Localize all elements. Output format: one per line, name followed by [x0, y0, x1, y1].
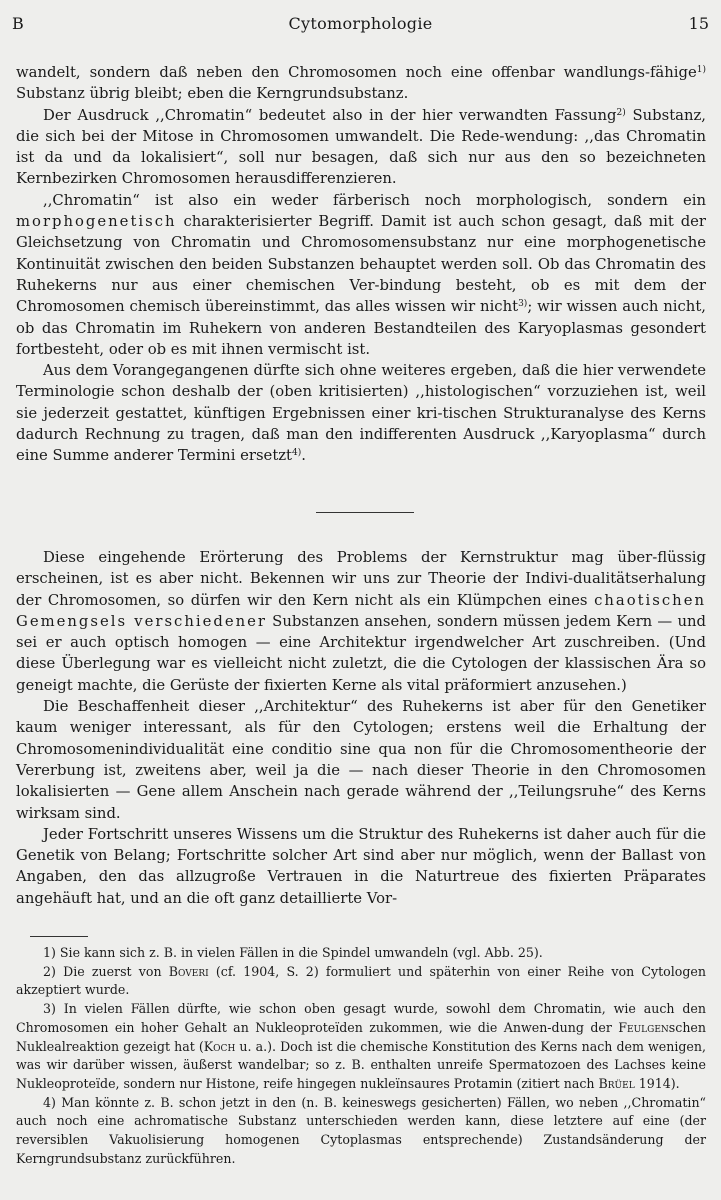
paragraph: Diese eingehende Erörterung des Problems der Kernstruktur mag über-flüssig erscheinen, ist es aber nicht. Bekennen wir uns zur Theorie der Indivi-dualitätserhalung der Chromosomen, so dürfen wir den Kern nicht als ein Klümpchen eines chaotischen Gemengsels verschiedener Substanzen ansehen, sondern müssen jedem Kern — und sei er auch optisch homogen — eine Architektur irgendwelcher Art zuschreiben. (Und diese Überlegung war es vielleicht nicht zuletzt, die die Cytologen der klassischen Ära so geneigt machte, die Gerüste der fixierten Kerne als vital präformiert anzusehen.) [16, 549, 706, 694]
paragraph: Die Beschaffenheit dieser ,,Architektur“ des Ruhekerns ist aber für den Genetiker kaum weniger interessant, als für den Cytologen; erstens weil die Erhaltung der Chromosomenindividualität eine conditio sine qua non für die Chromosomentheorie der Vererbung ist, zweitens aber, weil ja die — nach dieser Theorie in den Chromosomen lokalisierten — Gene allem Anschein nach gerade während der ,,Teilungsruhe“ des Kerns wirksam sind. [16, 698, 706, 822]
page-number: 15 [688, 14, 709, 33]
section-letter: B [12, 14, 24, 33]
footnote-ref[interactable]: 3) [518, 299, 528, 310]
paragraph: ,,Chromatin“ ist also ein weder färberisch noch morphologisch, sondern ein morphogenetisch charakterisierter Begriff. Damit ist auch schon gesagt, daß mit der Gleichsetzung von Chromatin und Chromosomensubstanz nur eine morphogenetische Kontinuität zwischen den beiden Substanzen behauptet werden soll. Ob das Chromatin des Ruhekerns nur aus einer chemischen Ver-bindung besteht, ob es mit dem der Chromosomen chemisch übereinstimmt, das alles wissen wir nicht$^{3)}$; wir wissen auch nicht, ob das Chromatin im Ruhekern von anderen Bestandteilen des Karyoplasmas gesondert fortbesteht, oder ob es mit ihnen vermischt ist. [16, 191, 706, 358]
main-text-lower [16, 547, 706, 909]
footnotes [16, 944, 706, 1168]
section-divider [316, 512, 414, 513]
paragraph: Jeder Fortschritt unseres Wissens um die Struktur des Ruhekerns ist daher auch für die Genetik von Belang; Fortschritte solcher Art sind aber nur möglich, wenn der Ballast von Angaben, den das allzugroße Vertrauen in die Naturtreue des fixierten Präparates angehäuft hat, und an die oft ganz detaillierte Vor- [16, 825, 706, 907]
author-name: Feulgen [618, 1019, 669, 1035]
emphasis-spaced: chaotischen Gemengsels verschiedener [16, 591, 706, 630]
footnote-4: 4) Man könnte z. B. schon jetzt in den (n. B. keineswegs gesicherten) Fällen, wo neben ,,Chromatin“ auch noch eine achromatische Substanz unterschieden werden kann, diese letztere auf eine (der reversiblen Vakuolisierung homogenen Cytoplasmas entsprechende) Zustandsänderung der Kerngrundsubstanz zurückführen. [16, 1094, 706, 1166]
author-name: Brüel [598, 1075, 635, 1091]
paragraph: Aus dem Vorangegangenen dürfte sich ohne weiteres ergeben, daß die hier verwendete Terminologie schon deshalb der (oben kritisierten) ,,histologischen“ vorzuziehen ist, weil sie jederzeit gestattet, künftigen Ergebnissen einer kri-tischen Strukturanalyse des Kerns dadurch Rechnung zu tragen, daß man den indifferenten Ausdruck ,,Karyoplasma“ durch eine Summe anderer Termini ersetzt$^{4)}$. [16, 362, 706, 465]
author-name: Boveri [168, 963, 209, 979]
footnote-3: 3) In vielen Fällen dürfte, wie schon oben gesagt wurde, sowohl dem Chromatin, wie auch den Chromosomen ein hoher Gehalt an Nukleoproteïden zukommen, wie die Anwen-dung der Feulgenschen Nuklealreaktion gezeigt hat (Koch u. a.). Doch ist die chemische Konstitution des Kerns nach dem wenigen, was wir darüber wissen, äußerst wandelbar; so z. B. enthalten unreife Spermatozoen des Lachses keine Nukleoproteïde, sondern nur Histone, reife hingegen nukleïnsaures Protamin (zitiert nach Brüel 1914). [16, 1001, 706, 1091]
author-name: Koch [203, 1038, 236, 1054]
footnote-1: 1) Sie kann sich z. B. in vielen Fällen in die Spindel umwandeln (vgl. Abb. 25). [43, 945, 543, 960]
main-text-upper [16, 62, 706, 467]
footnote-ref[interactable]: 4) [292, 448, 302, 459]
footnote-ref[interactable]: 1) [696, 65, 706, 75]
running-title: Cytomorphologie [288, 14, 433, 33]
paragraph: wandelt, sondern daß neben den Chromosomen noch eine offenbar wandlungs-fähige$^{1)}$ Substanz übrig bleibt; eben die Kerngrundsubstanz. [16, 64, 706, 103]
footnote-2: 2) Die zuerst von Boveri (cf. 1904, S. 2) formuliert und späterhin von einer Reihe von Cytologen akzeptiert wurde. [16, 963, 706, 998]
footnote-ref[interactable]: 2) [616, 107, 626, 118]
emphasis-spaced: morphogenetisch [16, 213, 177, 231]
footnote-rule [30, 936, 88, 937]
paragraph: Der Ausdruck ,,Chromatin“ bedeutet also in der hier verwandten Fassung$^{2)}$ Substanz, die sich bei der Mitose in Chromosomen umwandelt. Die Rede-wendung: ,,das Chromatin ist da und da lokalisiert“, soll nur besagen, daß sich nur aus den so bezeichneten Kernbezirken Chromosomen herausdifferenzieren. [16, 106, 707, 188]
running-header [12, 14, 709, 38]
